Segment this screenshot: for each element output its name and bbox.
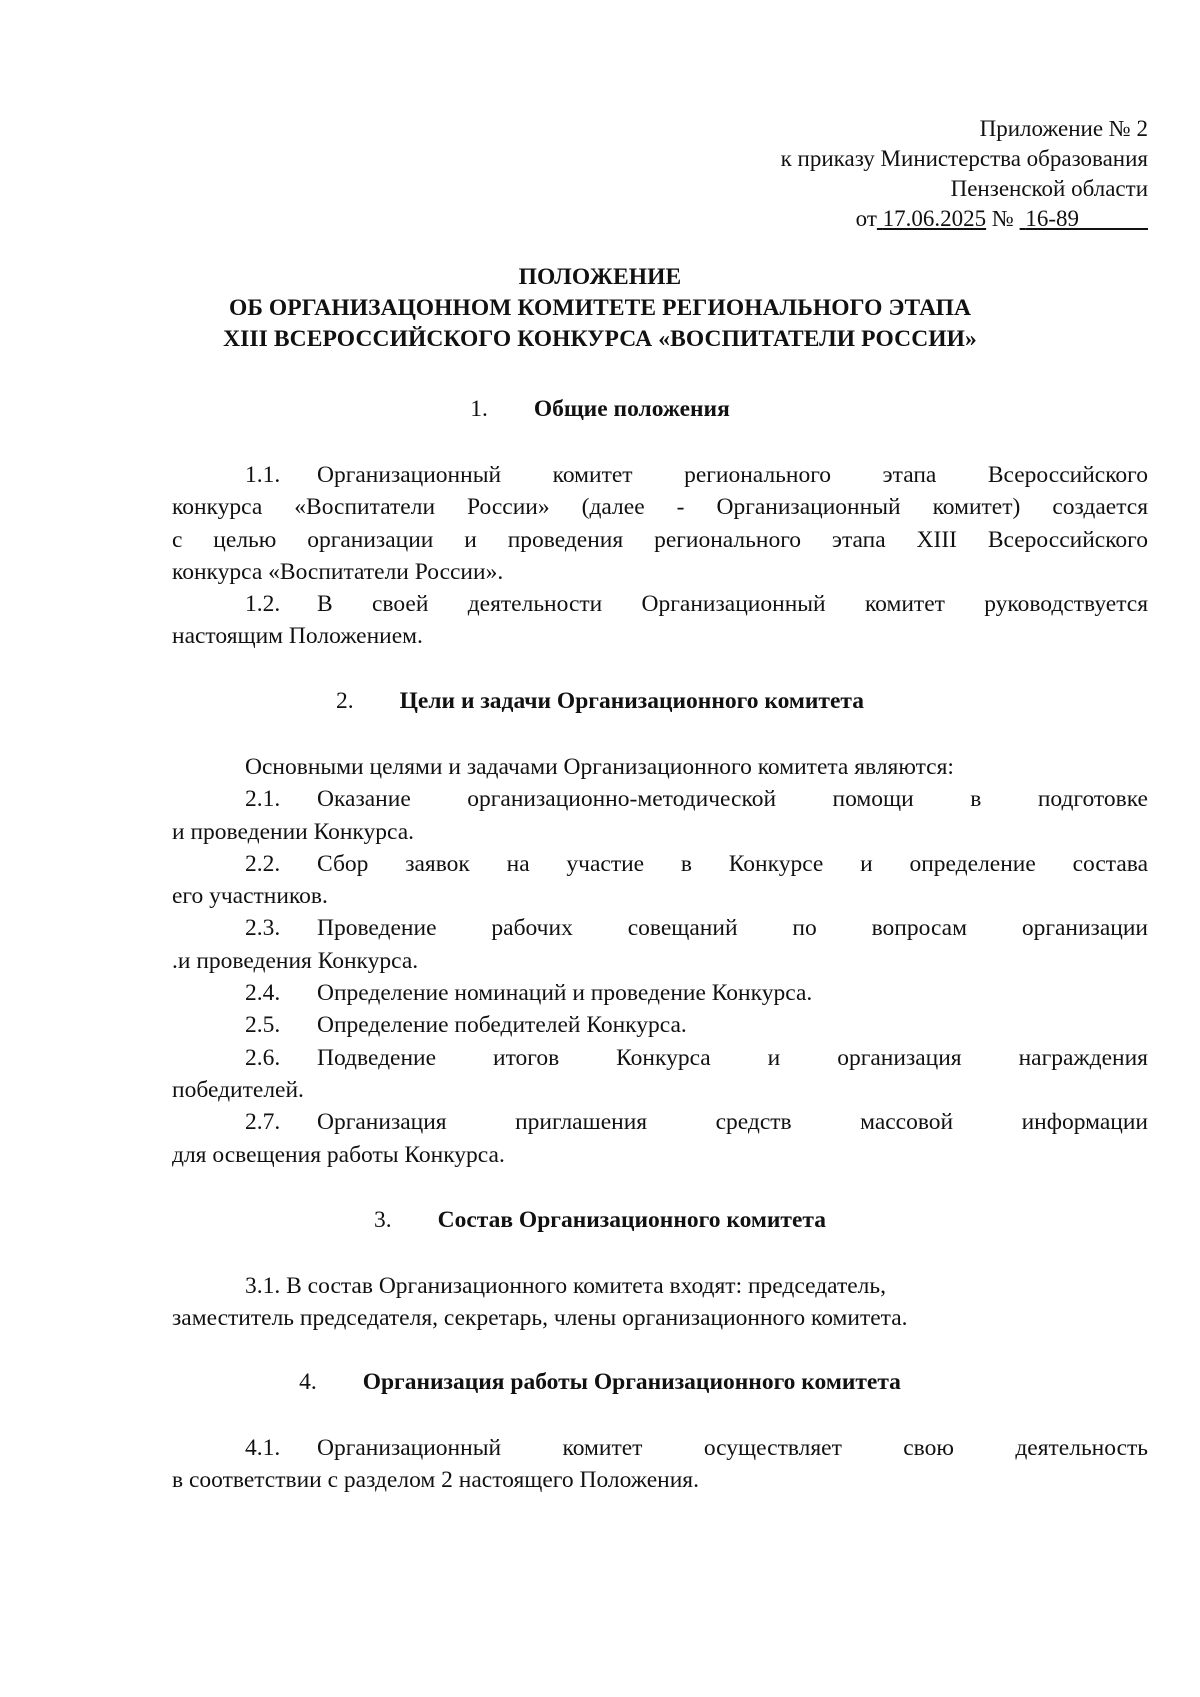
section-4-heading xyxy=(0,1367,1200,1397)
paragraph-line: 4.1. Организационный комитет осуществляет свою деятельность xyxy=(245,1435,1148,1461)
paragraph-3-1 xyxy=(172,1270,1148,1335)
paragraph-4-1 xyxy=(172,1432,1148,1497)
section-2-intro: Основными целями и задачами Организационного комитета являются: xyxy=(245,754,954,780)
paragraph-line: в соответствии с разделом 2 настоящего Положения. xyxy=(172,1467,699,1494)
paragraph-1-1 xyxy=(172,459,1148,588)
region-name: Пензенской области xyxy=(950,176,1148,201)
order-reference: к приказу Министерства образования xyxy=(780,146,1148,171)
paragraph-line: его участников. xyxy=(172,883,328,910)
title-line-1: ПОЛОЖЕНИЕ xyxy=(518,264,682,290)
section-4-title: Организация работы Организационного комитета xyxy=(362,1369,901,1395)
paragraph-line: заместитель председателя, секретарь, члены организационного комитета. xyxy=(172,1305,908,1332)
paragraph-1-2 xyxy=(172,588,1148,653)
paragraph-2-1: 2.1. Оказание организационно-методической помощи в подготовке xyxy=(245,786,1148,813)
section-2-title: Цели и задачи Организационного комитета xyxy=(399,688,864,714)
order-date: 17.06.2025 xyxy=(882,206,987,231)
section-2-heading xyxy=(0,686,1200,716)
paragraph-2-7: 2.7. Организация приглашения средств массовой информации xyxy=(245,1109,1148,1136)
section-4-number: 4. xyxy=(299,1369,317,1395)
paragraph-2-2: 2.2. Сбор заявок на участие в Конкурсе и определение состава xyxy=(245,850,1148,877)
title-line-3: XIII ВСЕРОССИЙСКОГО КОНКУРСА «ВОСПИТАТЕЛИ РОССИИ» xyxy=(223,326,977,352)
date-prefix: от xyxy=(855,206,877,231)
section-1-number: 1. xyxy=(470,396,488,422)
section-3-number: 3. xyxy=(374,1207,392,1233)
paragraph-2-5: 2.5. Определение победителей Конкурса. xyxy=(245,1012,687,1039)
section-1-heading xyxy=(0,394,1200,424)
paragraph-line: .и проведения Конкурса. xyxy=(172,947,419,974)
number-prefix: № xyxy=(991,206,1014,231)
paragraph-line: 3.1. В состав Организационного комитета входят: председатель, xyxy=(245,1273,887,1299)
paragraph-line: настоящим Положением. xyxy=(172,623,423,650)
order-number: 16-89 xyxy=(1025,206,1079,231)
appendix-number: Приложение № 2 xyxy=(979,116,1148,141)
paragraph-line: конкурса «Воспитатели России» (далее - Организационный комитет) создается xyxy=(172,494,1148,521)
section-3-title: Состав Организационного комитета xyxy=(437,1207,826,1233)
paragraph-2-3: 2.3. Проведение рабочих совещаний по вопросам организации xyxy=(245,915,1148,942)
paragraph-line: 1.2. В своей деятельности Организационный комитет руководствуется xyxy=(245,591,1148,617)
paragraph-2-6: 2.6. Подведение итогов Конкурса и организация награждения xyxy=(245,1044,1148,1071)
order-date-line xyxy=(781,204,1148,234)
section-1-title: Общие положения xyxy=(533,396,730,422)
document-title xyxy=(0,262,1200,355)
appendix-header xyxy=(781,114,1148,234)
section-2-body xyxy=(172,751,1148,1171)
paragraph-line: 1.1. Организационный комитет регионального этапа Всероссийского xyxy=(245,462,1148,488)
section-3-heading xyxy=(0,1205,1200,1235)
paragraph-2-4: 2.4. Определение номинаций и проведение Конкурса. xyxy=(245,980,813,1007)
paragraph-line: с целью организации и проведения регионального этапа XIII Всероссийского xyxy=(172,526,1148,553)
paragraph-line: победителей. xyxy=(172,1076,304,1103)
section-2-number: 2. xyxy=(336,688,354,714)
paragraph-line: и проведении Конкурса. xyxy=(172,818,415,845)
paragraph-line: для освещения работы Конкурса. xyxy=(172,1141,505,1168)
paragraph-line: конкурса «Воспитатели России». xyxy=(172,558,504,585)
title-line-2: ОБ ОРГАНИЗАЦОННОМ КОМИТЕТЕ РЕГИОНАЛЬНОГО ЭТАПА xyxy=(228,295,972,321)
